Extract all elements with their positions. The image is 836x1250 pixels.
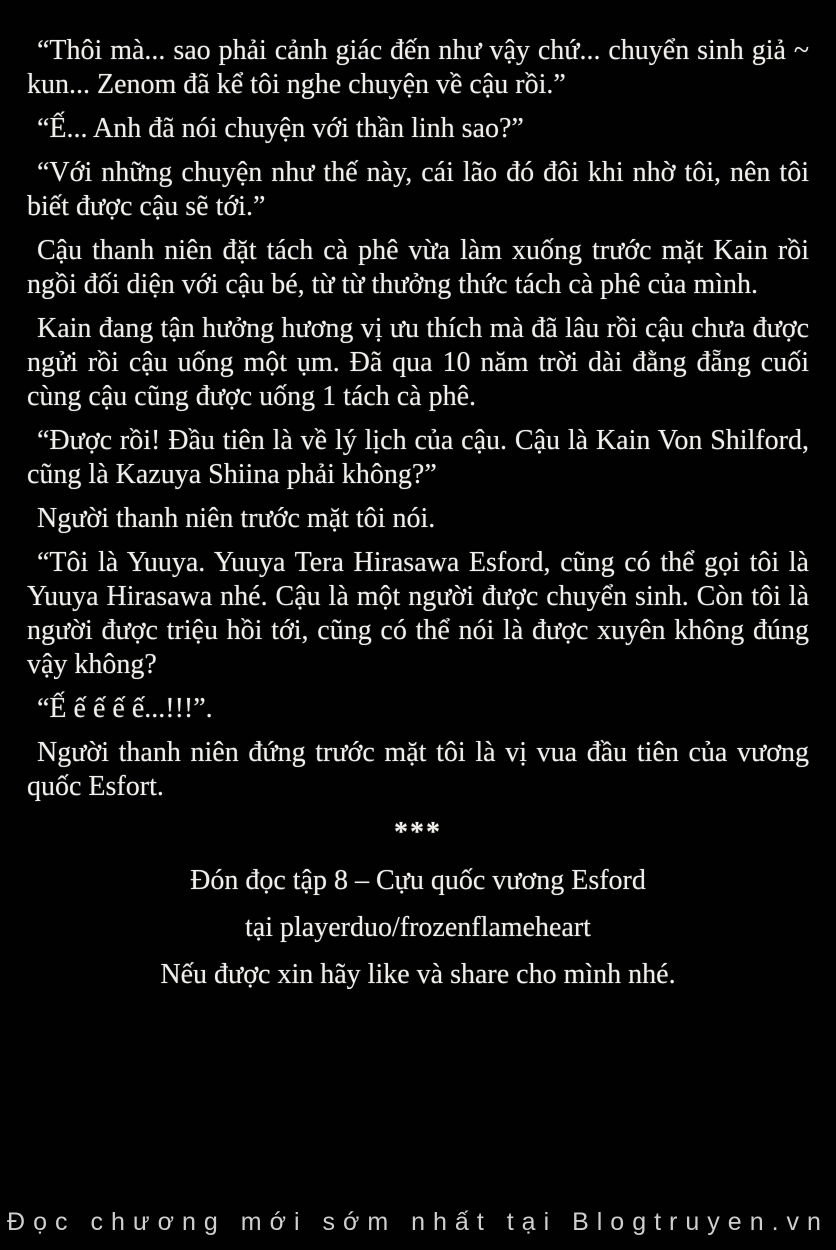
promo-like-share: Nếu được xin hãy like và share cho mình nhé. — [160, 959, 676, 990]
story-paragraph: “Tôi là Yuuya. Yuuya Tera Hirasawa Esford, cũng có thể gọi tôi là Yuuya Hirasawa nhé. Cậu là một người được chuyển sinh. Còn tôi là người được triệu hồi tới, cũng có thể nói là được xuyên không đúng vậy không? — [27, 547, 809, 680]
promo-next-volume: Đón đọc tập 8 – Cựu quốc vương Esford — [190, 865, 646, 896]
story-paragraph: “Ế... Anh đã nói chuyện với thần linh sao?” — [37, 113, 524, 144]
promo-source: tại playerduo/frozenflameheart — [245, 912, 591, 943]
story-paragraph: Cậu thanh niên đặt tách cà phê vừa làm xuống trước mặt Kain rồi ngồi đối diện với cậu bé, từ từ thưởng thức tách cà phê của mình. — [27, 235, 809, 300]
story-paragraph: “Với những chuyện như thế này, cái lão đó đôi khi nhờ tôi, nên tôi biết được cậu sẽ tới.” — [27, 157, 809, 222]
site-watermark: Đọc chương mới sớm nhất tại Blogtruyen.vn — [7, 1208, 829, 1236]
story-paragraph: Người thanh niên đứng trước mặt tôi là vị vua đầu tiên của vương quốc Esfort. — [27, 737, 809, 802]
story-paragraph: “Được rồi! Đầu tiên là về lý lịch của cậu. Cậu là Kain Von Shilford, cũng là Kazuya Shiina phải không?” — [27, 425, 809, 490]
promo-block — [27, 816, 809, 992]
section-separator: *** — [394, 817, 442, 848]
story-paragraph: Người thanh niên trước mặt tôi nói. — [37, 503, 436, 534]
story-paragraph: “Ế ế ế ế ế...!!!”. — [37, 693, 213, 724]
story-paragraph: “Thôi mà... sao phải cảnh giác đến như vậy chứ... chuyển sinh giả ~ kun... Zenom đã kể tôi nghe chuyện về cậu rồi.” — [27, 35, 809, 100]
story-paragraph: Kain đang tận hưởng hương vị ưu thích mà đã lâu rồi cậu chưa được ngửi rồi cậu uống một ụm. Đã qua 10 năm trời dài đằng đẵng cuối cùng cậu cũng được uống 1 tách cà phê. — [27, 313, 809, 412]
story-text-block — [27, 34, 809, 1005]
